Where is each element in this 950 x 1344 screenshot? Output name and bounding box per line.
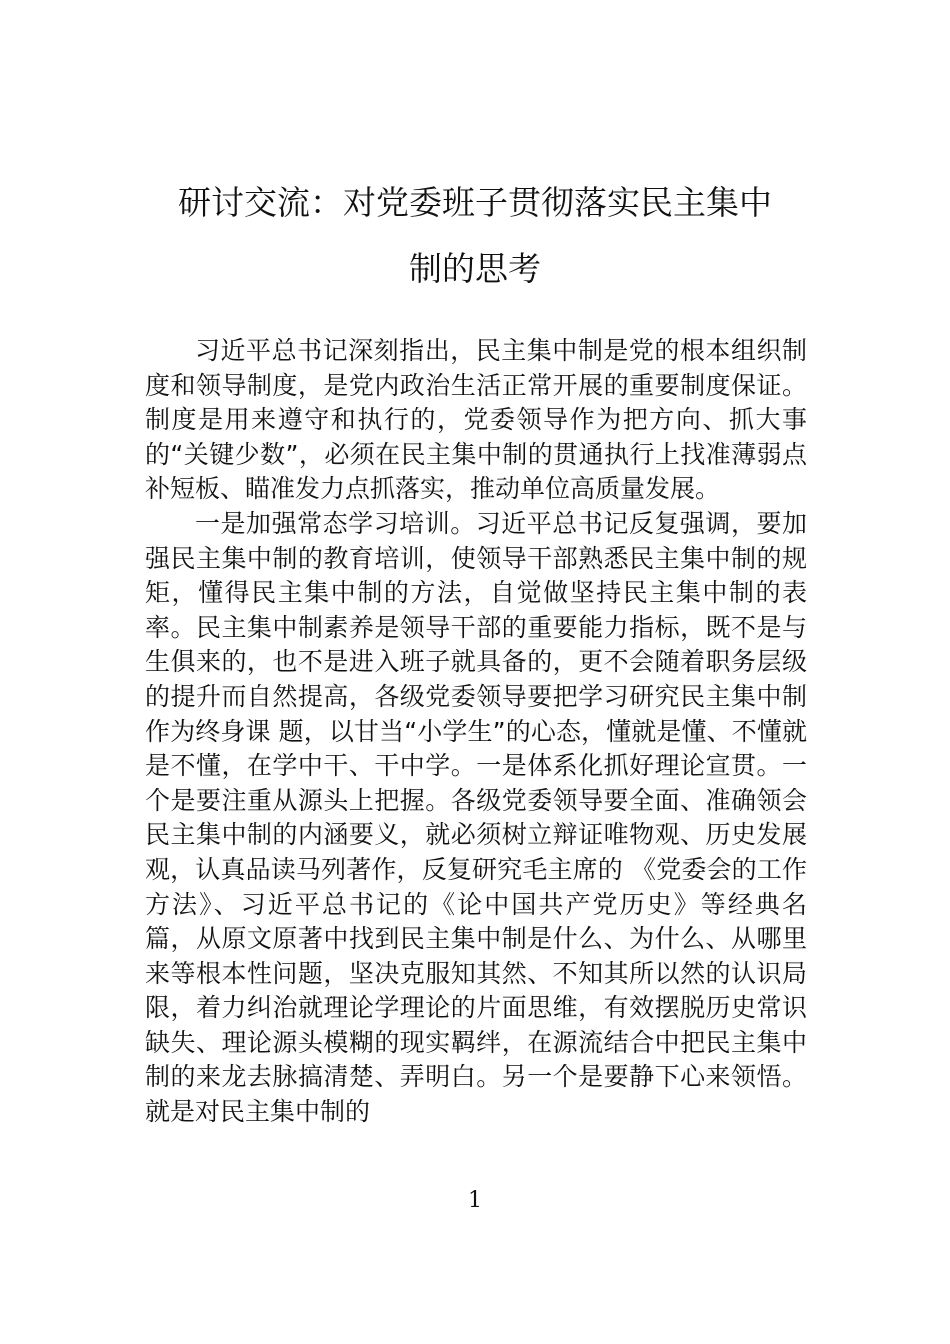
paragraph-study-training: 一是加强常态学习培训。习近平总书记反复强调，要加强民主集中制的教育培训，使领导干部熟悉民主集中制的规矩，懂得民主集中制的方法，自觉做坚持民主集中制的表率。民主集中制素养是领导干部的重要能力指标，既不是与生俱来的，也不是进入班子就具备的，更不会随着职务层级的提升而自然提高，各级党委领导要把学习研究民主集中制作为终身课 题，以甘当“小学生”的心态，懂就是懂、不懂就是不懂，在学中干、干中学。一是体系化抓好理论宣贯。一个是要注重从源头上把握。各级党委领导要全面、准确领会民主集中制的内涵要义，就必须树立辩证唯物观、历史发展观，认真品读马列著作，反复研究毛主席的 《党委会的工作方法》、习近平总书记的《论中国共产党历史》等经典名篇，从原文原著中找到民主集中制是什么、为什么、从哪里来等根本性问题，坚决克服知其然、不知其所以然的认识局限，着力纠治就理论学理论的片面思维，有效摆脱历史常识缺失、理论源头模糊的现实羁绊，在源流结合中把民主集中制的来龙去脉搞清楚、弄明白。另一个是要静下心来领悟。就是对民主集中制的 [145,508,807,1127]
title-line-2: 制的思考 [409,249,541,288]
document-body [145,334,807,1130]
title-line-1: 研讨交流：对党委班子贯彻落实民主集中 [178,183,772,222]
document-title [140,170,810,302]
page-number: 1 [468,1188,482,1213]
paragraph-intro: 习近平总书记深刻指出，民主集中制是党的根本组织制度和领导制度，是党内政治生活正常开展的重要制度保证。制度是用来遵守和执行的，党委领导作为把方向、抓大事的“关键少数”，必须在民主集中制的贯通执行上找准薄弱点补短板、瞄准发力点抓落实，推动单位高质量发展。 [145,336,807,504]
